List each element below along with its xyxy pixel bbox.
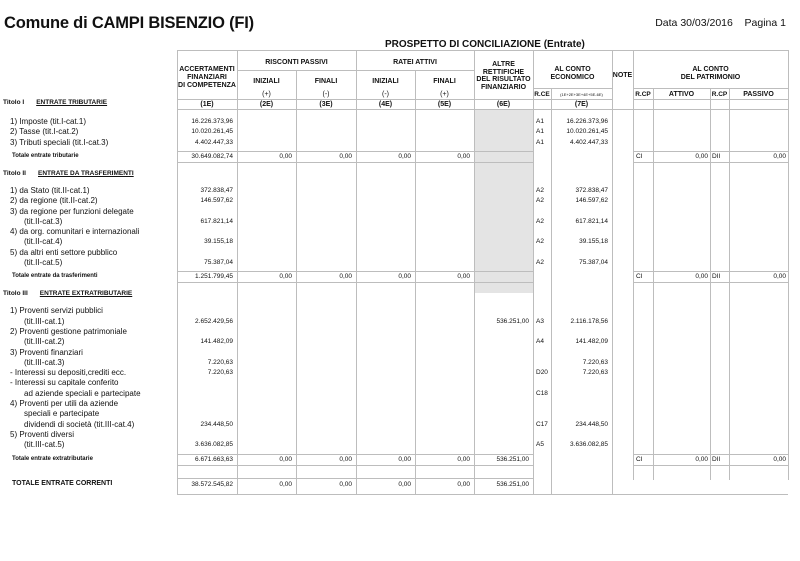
conto-economico-value: 16.226.373,96 <box>566 118 608 125</box>
page-number: Pagina 1 <box>744 17 786 29</box>
grid-hline <box>177 282 533 283</box>
page-title: Comune di CAMPI BISENZIO (FI) <box>4 14 254 32</box>
grid-hline <box>633 271 788 272</box>
rcp-attivo-code: CI <box>636 455 643 463</box>
accertamenti-value: 146.597,62 <box>200 197 233 205</box>
grid-hline <box>177 454 533 455</box>
attivo-value: 0,00 <box>695 273 708 281</box>
header-risconti-finali: FINALI <box>314 78 338 85</box>
header-rcp-passivo: R.CP <box>711 91 728 98</box>
header-accertamenti <box>177 66 237 90</box>
accertamenti-value: 4.402.447,33 <box>195 138 233 146</box>
rce-code: A5 <box>536 441 544 449</box>
header-line: RETTIFICHE <box>482 68 525 76</box>
row-label: 5) Proventi diversi <box>10 429 75 439</box>
header-altre-rettifiche <box>474 61 533 91</box>
grid-hline <box>177 109 788 110</box>
row-label: (tit.II-cat.3) <box>24 216 63 226</box>
sign-5e: (+) <box>440 91 449 98</box>
total-acc: 1.251.799,45 <box>195 273 233 281</box>
grid-hline <box>633 162 788 163</box>
header-risconti-passivi: RISCONTI PASSIVI <box>265 59 328 66</box>
total-v5: 0,00 <box>457 152 470 160</box>
rcp-attivo-code: CI <box>636 273 643 281</box>
sign-4e: (-) <box>382 91 389 98</box>
grid-hline <box>177 271 533 272</box>
row-label: 3) Tributi speciali (tit.I-cat.3) <box>10 137 109 147</box>
conto-economico-value: 372.838,47 <box>575 186 608 194</box>
header-line: DEL RISULTATO <box>476 76 531 83</box>
grand-total-label: TOTALE ENTRATE CORRENTI <box>12 480 113 487</box>
passivo-value: 0,00 <box>773 152 786 160</box>
rce-code: A2 <box>536 186 544 194</box>
header-line: ACCERTAMENTI <box>179 66 235 73</box>
header-note: NOTE <box>612 72 633 79</box>
row-label: 5) da altri enti settore pubblico <box>10 247 118 257</box>
conto-economico-value: 75.387,04 <box>579 259 608 266</box>
total-v4: 0,00 <box>398 273 411 281</box>
grid-hline <box>533 494 788 495</box>
rce-code: A4 <box>536 338 544 346</box>
rce-code: C17 <box>536 420 548 428</box>
header-rcp-attivo: R.CP <box>635 91 651 98</box>
grand-total-altre: 536.251,00 <box>496 481 529 488</box>
accertamenti-value: 3.636.082,85 <box>195 441 233 449</box>
row-label: (tit.III-cat.3) <box>24 357 65 367</box>
code-2e: (2E) <box>259 101 274 108</box>
rce-code: A2 <box>536 217 544 225</box>
grid-vline <box>474 50 475 495</box>
row-label: 4) Proventi per utili da aziende <box>10 399 119 408</box>
row-label: (tit.III-cat.5) <box>24 440 65 450</box>
grid-hline <box>177 99 612 100</box>
grid-vline <box>729 88 730 480</box>
rcp-passivo-code: DII <box>712 273 721 281</box>
rce-code: A2 <box>536 238 544 246</box>
row-label: 2) Tasse (tit.I-cat.2) <box>10 127 79 137</box>
rcp-attivo-code: CI <box>636 152 643 160</box>
conto-economico-value: 146.597,62 <box>575 197 608 205</box>
section-total-label: Totale entrate tributarie <box>12 152 79 159</box>
row-label: (tit.III-cat.2) <box>24 337 65 347</box>
total-v3: 0,00 <box>339 273 352 281</box>
accertamenti-value: 10.020.261,45 <box>191 128 233 136</box>
grid-hline <box>633 465 788 466</box>
conto-economico-value: 7.220,63 <box>582 358 608 366</box>
attivo-value: 0,00 <box>695 455 708 463</box>
conto-economico-value: 2.116.178,56 <box>570 317 608 325</box>
conto-economico-value: 141.482,09 <box>575 338 608 346</box>
conto-economico-value: 4.402.447,33 <box>570 138 608 146</box>
grid-vline <box>653 88 654 480</box>
header-ratei-iniziali: INIZIALI <box>372 78 399 85</box>
header-ratei-finali: FINALI <box>433 78 456 85</box>
shaded-column-6e <box>474 109 533 293</box>
code-3e: (3E) <box>319 101 333 108</box>
section-number: Titolo I <box>3 99 25 106</box>
accertamenti-value: 7.220,63 <box>207 358 233 366</box>
row-label: (tit.II-cat.4) <box>24 237 63 247</box>
grid-hline <box>177 151 533 152</box>
grid-vline <box>533 50 534 495</box>
rce-code: D20 <box>536 369 548 377</box>
row-label: 1) da Stato (tit.II-cat.1) <box>10 185 90 195</box>
total-v4: 0,00 <box>398 455 411 463</box>
row-label: (tit.III-cat.1) <box>24 316 65 326</box>
row-label: ad aziende speciali e partecipate <box>24 388 141 398</box>
total-altre: 536.251,00 <box>496 455 529 463</box>
code-1e: (1E) <box>200 101 214 108</box>
section-total-label: Totale entrate da trasferimenti <box>12 273 98 280</box>
header-line: FINANZIARIO <box>480 83 527 91</box>
accertamenti-value: 7.220,63 <box>207 369 233 377</box>
rcp-passivo-code: DII <box>712 152 721 160</box>
total-v4: 0,00 <box>398 152 411 160</box>
row-label: dividendi di società (tit.III-cat.4) <box>24 419 135 429</box>
row-label: - Interessi su capitale conferito <box>10 378 119 388</box>
total-v5: 0,00 <box>457 455 470 463</box>
grid-hline <box>633 88 788 89</box>
altre-rettifiche-value: 536.251,00 <box>496 317 529 325</box>
section-title <box>3 290 132 297</box>
conto-economico-value: 39.155,18 <box>579 238 608 246</box>
grid-hline <box>533 88 612 89</box>
header-rce-formula: (1E+2E+3E+4E+5E-6E) <box>560 92 603 97</box>
total-v2: 0,00 <box>279 273 292 281</box>
sign-2e: (+) <box>262 91 271 98</box>
code-5e: (5E) <box>437 101 452 108</box>
grid-hline <box>177 478 533 479</box>
code-4e: (4E) <box>378 101 393 108</box>
grid-vline <box>710 88 711 480</box>
passivo-value: 0,00 <box>773 455 786 463</box>
code-6e: (6E) <box>496 101 511 108</box>
section-number: Titolo II <box>3 169 26 177</box>
grid-vline <box>612 50 613 495</box>
grand-total-v2: 0,00 <box>279 481 292 488</box>
header-conto-economico <box>533 66 612 82</box>
grand-total-v5: 0,00 <box>457 481 470 488</box>
rce-code: A1 <box>536 118 544 125</box>
grid-hline <box>633 454 788 455</box>
row-label: 1) Proventi servizi pubblici <box>10 306 103 316</box>
row-label: 1) Imposte (tit.I-cat.1) <box>10 117 87 126</box>
rce-code: A3 <box>536 317 544 325</box>
grid-vline <box>788 50 789 480</box>
accertamenti-value: 2.652.429,56 <box>195 317 233 325</box>
accertamenti-value: 39.155,18 <box>204 238 233 246</box>
row-label: (tit.II-cat.5) <box>24 258 63 267</box>
grid-vline <box>633 50 634 480</box>
section-title <box>3 99 107 106</box>
section-name: ENTRATE TRIBUTARIE <box>36 99 108 106</box>
row-label: 2) Proventi gestione patrimoniale <box>10 326 127 336</box>
conto-economico-value: 7.220,63 <box>582 369 608 377</box>
header-attivo: ATTIVO <box>668 91 695 98</box>
section-total-label: Totale entrate extratributarie <box>12 455 93 462</box>
grand-total-v3: 0,00 <box>339 481 352 488</box>
total-acc: 30.649.082,74 <box>191 152 233 160</box>
section-number: Titolo III <box>3 290 28 298</box>
grid-hline <box>177 494 533 495</box>
total-acc: 6.671.663,63 <box>195 455 233 463</box>
rce-code: A1 <box>536 138 544 146</box>
section-title <box>3 170 134 177</box>
row-label: speciali e partecipate <box>24 409 100 419</box>
grid-hline <box>177 50 788 51</box>
accertamenti-value: 75.387,04 <box>204 259 233 266</box>
date-page-info <box>655 17 786 29</box>
section-name: ENTRATE EXTRATRIBUTARIE <box>39 290 133 298</box>
grid-hline <box>633 99 788 100</box>
header-line: AL CONTO <box>692 66 729 73</box>
rce-code: A2 <box>536 197 544 205</box>
header-ratei-attivi: RATEI ATTIVI <box>393 59 437 66</box>
section-name: ENTRATE DA TRASFERIMENTI <box>38 169 134 177</box>
rcp-passivo-code: DII <box>712 455 721 463</box>
conto-economico-value: 234.448,50 <box>575 420 608 428</box>
header-rce: R.CE <box>534 91 550 98</box>
grid-hline <box>633 282 788 283</box>
header-line: ALTRE <box>492 61 515 68</box>
accertamenti-value: 234.448,50 <box>200 420 233 428</box>
grand-total-v4: 0,00 <box>398 481 411 488</box>
total-v2: 0,00 <box>279 455 292 463</box>
code-7e: (7E) <box>574 101 589 108</box>
row-label: 3) da regione per funzioni delegate <box>10 206 134 216</box>
accertamenti-value: 141.482,09 <box>200 338 233 346</box>
total-v3: 0,00 <box>339 152 352 160</box>
rce-code: A1 <box>536 128 544 136</box>
row-label: 3) Proventi finanziari <box>10 347 83 357</box>
grid-hline <box>177 465 533 466</box>
row-label: - Interessi su depositi,crediti ecc. <box>10 368 127 378</box>
grid-vline <box>551 88 552 495</box>
header-line: DEL PATRIMONIO <box>680 74 741 81</box>
accertamenti-value: 16.226.373,96 <box>191 118 233 125</box>
header-line: AL CONTO <box>554 66 591 73</box>
conto-economico-value: 10.020.261,45 <box>566 128 608 136</box>
rce-code: A2 <box>536 259 544 266</box>
passivo-value: 0,00 <box>773 273 786 281</box>
header-risconti-iniziali: INIZIALI <box>253 78 280 85</box>
row-label: 2) da regione (tit.II-cat.2) <box>10 196 98 206</box>
attivo-value: 0,00 <box>695 152 708 160</box>
rce-code: C18 <box>536 389 548 397</box>
header-line: FINANZIARI <box>187 74 227 81</box>
grand-total-acc: 38.572.545,82 <box>191 481 233 488</box>
total-v2: 0,00 <box>279 152 292 160</box>
total-v3: 0,00 <box>339 455 352 463</box>
grid-hline <box>177 162 533 163</box>
sign-3e: (-) <box>322 91 330 98</box>
report-subtitle: PROSPETTO DI CONCILIAZIONE (Entrate) <box>385 39 585 50</box>
header-line: DI COMPETENZA <box>178 82 236 89</box>
row-label: 4) da org. comunitari e internazionali <box>10 227 140 237</box>
report-date: Data 30/03/2016 <box>655 17 733 29</box>
conto-economico-value: 617.821,14 <box>575 217 608 225</box>
header-conto-patrimonio <box>633 66 788 82</box>
accertamenti-value: 617.821,14 <box>200 217 233 225</box>
grid-hline <box>633 151 788 152</box>
grid-hline <box>237 70 474 71</box>
accertamenti-value: 372.838,47 <box>200 186 233 194</box>
header-line: ECONOMICO <box>550 74 595 81</box>
header-passivo: PASSIVO <box>743 91 774 98</box>
total-v5: 0,00 <box>457 273 470 281</box>
conto-economico-value: 3.636.082,85 <box>570 441 608 449</box>
